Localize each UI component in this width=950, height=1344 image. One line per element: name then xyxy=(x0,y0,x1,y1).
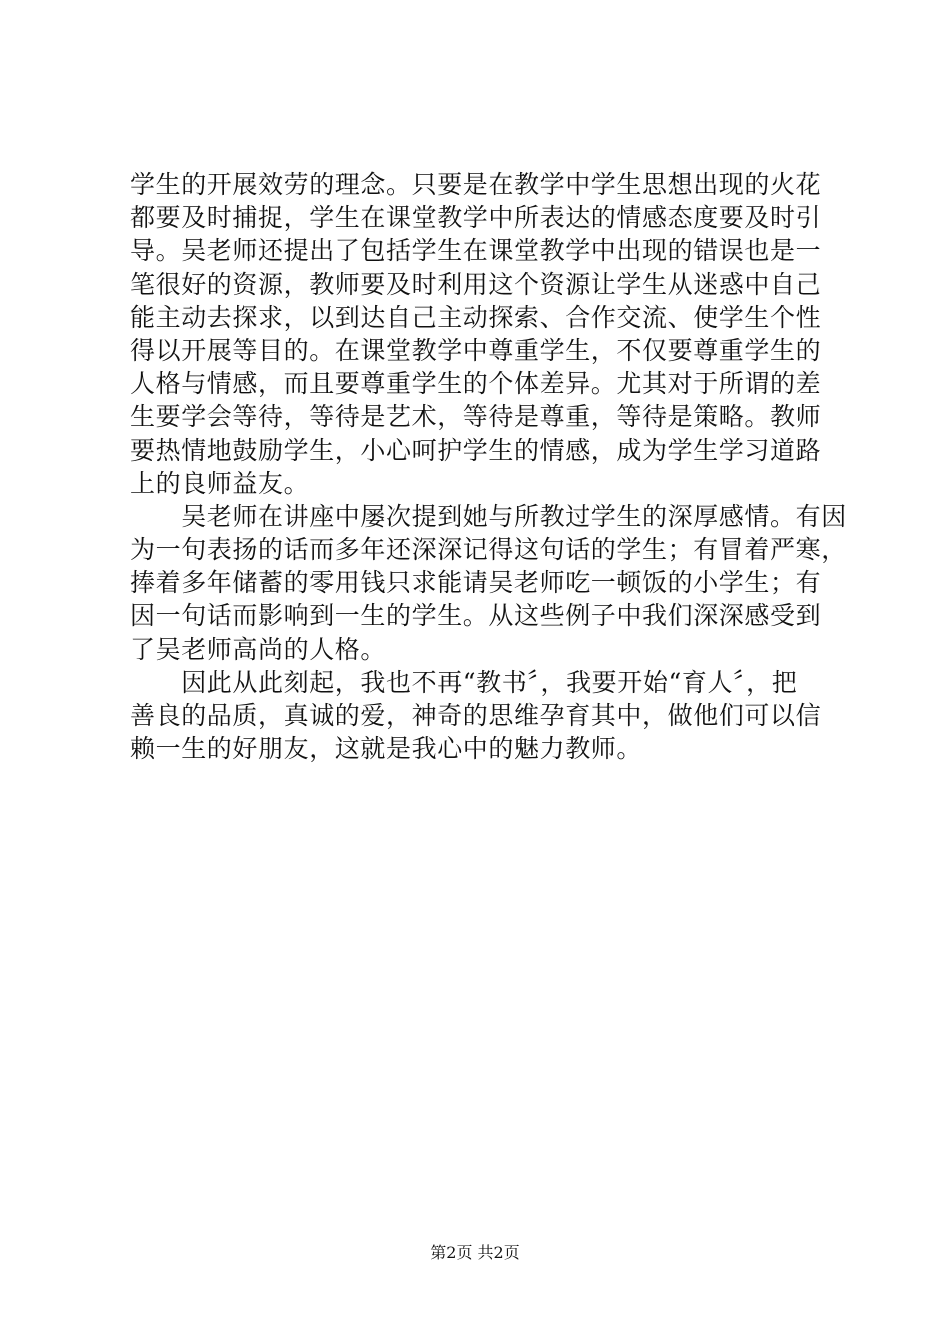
text-line: 为一句表扬的话而多年还深深记得这句话的学生；有冒着严寒， xyxy=(130,535,847,565)
text-line: 吴老师在讲座中屡次提到她与所教过学生的深厚感情。有因 xyxy=(130,501,847,531)
text-line: 赖一生的好朋友，这就是我心中的魅力教师。 xyxy=(130,734,643,764)
text-line: 因一句话而影响到一生的学生。从这些例子中我们深深感受到 xyxy=(130,601,822,631)
text-line: 人格与情感，而且要尊重学生的个体差异。尤其对于所谓的差 xyxy=(130,369,822,399)
text-line: 生要学会等待，等待是艺术，等待是尊重，等待是策略。教师 xyxy=(130,402,822,432)
text-line: 导。吴老师还提出了包括学生在课堂教学中出现的错误也是一 xyxy=(130,236,822,266)
text-line: 因此从此刻起，我也不再“教书〞，我要开始“育人〞，把 xyxy=(130,667,798,697)
text-line: 上的良师益友。 xyxy=(130,468,310,498)
text-line: 学生的开展效劳的理念。只要是在教学中学生思想出现的火花 xyxy=(130,170,822,199)
text-line: 了吴老师高尚的人格。 xyxy=(130,634,387,664)
text-line: 得以开展等目的。在课堂教学中尊重学生，不仅要尊重学生的 xyxy=(130,335,822,365)
text-line: 笔很好的资源，教师要及时利用这个资源让学生从迷惑中自己 xyxy=(130,269,822,299)
text-line: 能主动去探求，以到达自己主动探索、合作交流、使学生个性 xyxy=(130,302,822,332)
text-line: 善良的品质，真诚的爱，神奇的思维孕育其中，做他们可以信 xyxy=(130,701,822,730)
text-line: 都要及时捕捉，学生在课堂教学中所表达的情感态度要及时引 xyxy=(130,203,822,233)
page-number-footer: 第2页 共2页 xyxy=(430,1243,520,1262)
text-line: 要热情地鼓励学生，小心呵护学生的情感，成为学生学习道路 xyxy=(130,435,822,465)
text-line: 捧着多年储蓄的零用钱只求能请吴老师吃一顿饭的小学生；有 xyxy=(130,568,822,598)
document-body xyxy=(130,168,847,765)
